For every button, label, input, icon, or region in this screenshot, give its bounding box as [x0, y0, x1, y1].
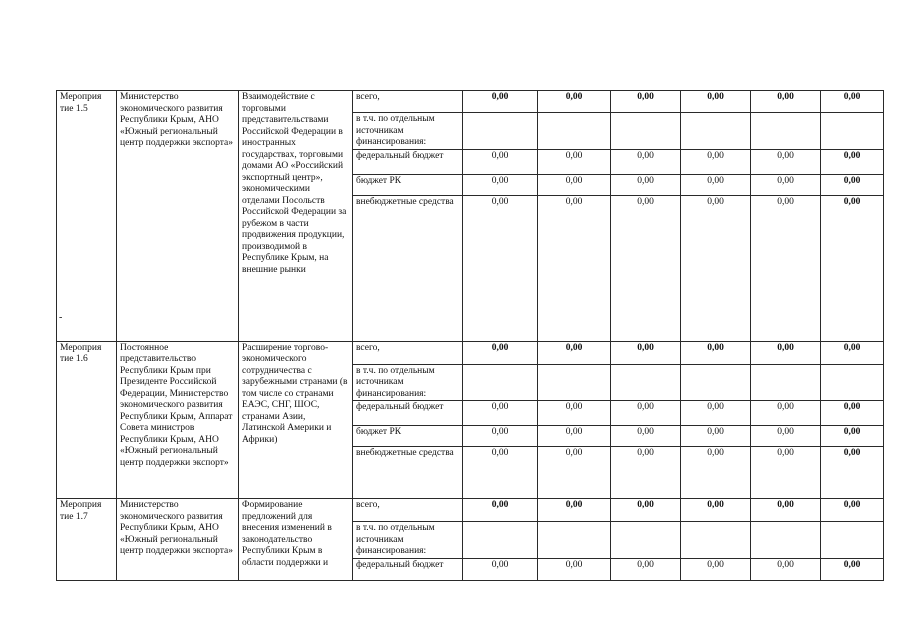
amount-cell: 0,00 — [681, 195, 751, 341]
amount-cell: 0,00 — [821, 558, 884, 580]
amount-cell: 0,00 — [611, 341, 681, 364]
amount-cell: 0,00 — [751, 174, 821, 195]
amount-cell — [463, 364, 538, 401]
event-label: Мероприя тие 1.5 — [57, 91, 117, 342]
amount-cell: 0,00 — [463, 341, 538, 364]
amount-cell: 0,00 — [681, 558, 751, 580]
amount-cell: 0,00 — [681, 91, 751, 113]
amount-cell — [538, 522, 611, 559]
funding-source: внебюджетные средства — [353, 447, 463, 499]
amount-cell: 0,00 — [751, 558, 821, 580]
amount-cell: 0,00 — [751, 426, 821, 447]
funding-source: всего, — [353, 341, 463, 364]
amount-cell: 0,00 — [681, 401, 751, 426]
funding-source: в т.ч. по отдельным источникам финансирования: — [353, 364, 463, 401]
amount-cell: 0,00 — [611, 499, 681, 522]
amount-cell: 0,00 — [611, 447, 681, 499]
funding-source: федеральный бюджет — [353, 401, 463, 426]
amount-cell: 0,00 — [538, 149, 611, 174]
amount-cell — [821, 113, 884, 150]
stray-mark: - — [59, 312, 63, 323]
amount-cell: 0,00 — [821, 401, 884, 426]
amount-cell: 0,00 — [538, 195, 611, 341]
amount-cell: 0,00 — [751, 447, 821, 499]
amount-cell — [751, 364, 821, 401]
funding-source: внебюджетные средства — [353, 195, 463, 341]
event-description: Расширение торгово-экономического сотрудничества с зарубежными странами (в том числе со странами ЕАЭС, СНГ, ШОС, странами Азии, Латинской Америки и Африки) — [239, 341, 353, 499]
amount-cell: 0,00 — [538, 558, 611, 580]
amount-cell: 0,00 — [821, 91, 884, 113]
amount-cell: 0,00 — [538, 341, 611, 364]
amount-cell: 0,00 — [538, 401, 611, 426]
amount-cell: 0,00 — [611, 91, 681, 113]
budget-table — [56, 90, 884, 581]
amount-cell — [821, 364, 884, 401]
amount-cell — [463, 113, 538, 150]
amount-cell: 0,00 — [821, 499, 884, 522]
amount-cell — [538, 113, 611, 150]
amount-cell: 0,00 — [821, 447, 884, 499]
amount-cell — [611, 364, 681, 401]
amount-cell: 0,00 — [463, 499, 538, 522]
funding-source: бюджет РК — [353, 426, 463, 447]
amount-cell: 0,00 — [463, 447, 538, 499]
amount-cell: 0,00 — [821, 149, 884, 174]
funding-source: бюджет РК — [353, 174, 463, 195]
amount-cell: 0,00 — [611, 149, 681, 174]
amount-cell: 0,00 — [681, 149, 751, 174]
event-executors: Министерство экономического развития Республики Крым, АНО «Южный региональный центр поддержки экспорта» — [117, 91, 239, 342]
amount-cell: 0,00 — [751, 401, 821, 426]
amount-cell: 0,00 — [681, 174, 751, 195]
amount-cell: 0,00 — [463, 91, 538, 113]
amount-cell: 0,00 — [463, 149, 538, 174]
amount-cell: 0,00 — [538, 499, 611, 522]
amount-cell: 0,00 — [463, 195, 538, 341]
amount-cell: 0,00 — [538, 174, 611, 195]
amount-cell: 0,00 — [611, 195, 681, 341]
amount-cell: 0,00 — [821, 341, 884, 364]
funding-source: всего, — [353, 499, 463, 522]
event-executors: Постоянное представительство Республики Крым при Президенте Российской Федерации, Министерство экономического развития Республики Крым, Аппарат Совета министров Республики Крым, АНО «Южный региональный центр поддержки экспорт» — [117, 341, 239, 499]
amount-cell: 0,00 — [681, 426, 751, 447]
amount-cell: 0,00 — [821, 195, 884, 341]
table-row — [57, 499, 884, 522]
table-row — [57, 91, 884, 113]
amount-cell: 0,00 — [611, 174, 681, 195]
amount-cell: 0,00 — [751, 91, 821, 113]
amount-cell: 0,00 — [821, 426, 884, 447]
amount-cell — [821, 522, 884, 559]
amount-cell — [538, 364, 611, 401]
amount-cell — [751, 113, 821, 150]
amount-cell: 0,00 — [538, 447, 611, 499]
amount-cell — [611, 522, 681, 559]
amount-cell: 0,00 — [538, 426, 611, 447]
amount-cell: 0,00 — [751, 341, 821, 364]
amount-cell — [463, 522, 538, 559]
amount-cell: 0,00 — [611, 401, 681, 426]
amount-cell: 0,00 — [538, 91, 611, 113]
funding-source: федеральный бюджет — [353, 149, 463, 174]
amount-cell — [751, 522, 821, 559]
funding-source: федеральный бюджет — [353, 558, 463, 580]
funding-source: всего, — [353, 91, 463, 113]
amount-cell: 0,00 — [463, 558, 538, 580]
table-row — [57, 341, 884, 364]
amount-cell: 0,00 — [751, 499, 821, 522]
event-label: Мероприя тие 1.6 — [57, 341, 117, 499]
funding-source: в т.ч. по отдельным источникам финансирования: — [353, 522, 463, 559]
amount-cell: 0,00 — [681, 341, 751, 364]
amount-cell: 0,00 — [463, 426, 538, 447]
amount-cell: 0,00 — [681, 447, 751, 499]
event-description: Взаимодействие с торговыми представительствами Российской Федерации в иностранных государствах, торговыми домами АО «Российский экспортный центр», экономическими отделами Посольств Российской Федерации за рубежом в части продвижения продукции, производимой в Республике Крым, на внешние рынки — [239, 91, 353, 342]
amount-cell: 0,00 — [751, 195, 821, 341]
event-description: Формирование предложений для внесения изменений в законодательство Республики Крым в области поддержки и — [239, 499, 353, 581]
amount-cell: 0,00 — [463, 401, 538, 426]
event-label: Мероприя тие 1.7 — [57, 499, 117, 581]
amount-cell: 0,00 — [681, 499, 751, 522]
amount-cell: 0,00 — [611, 426, 681, 447]
amount-cell — [681, 522, 751, 559]
amount-cell: 0,00 — [463, 174, 538, 195]
amount-cell — [681, 113, 751, 150]
amount-cell — [611, 113, 681, 150]
amount-cell: 0,00 — [611, 558, 681, 580]
amount-cell: 0,00 — [821, 174, 884, 195]
amount-cell — [681, 364, 751, 401]
event-executors: Министерство экономического развития Республики Крым, АНО «Южный региональный центр поддержки экспорта» — [117, 499, 239, 581]
funding-source: в т.ч. по отдельным источникам финансирования: — [353, 113, 463, 150]
amount-cell: 0,00 — [751, 149, 821, 174]
